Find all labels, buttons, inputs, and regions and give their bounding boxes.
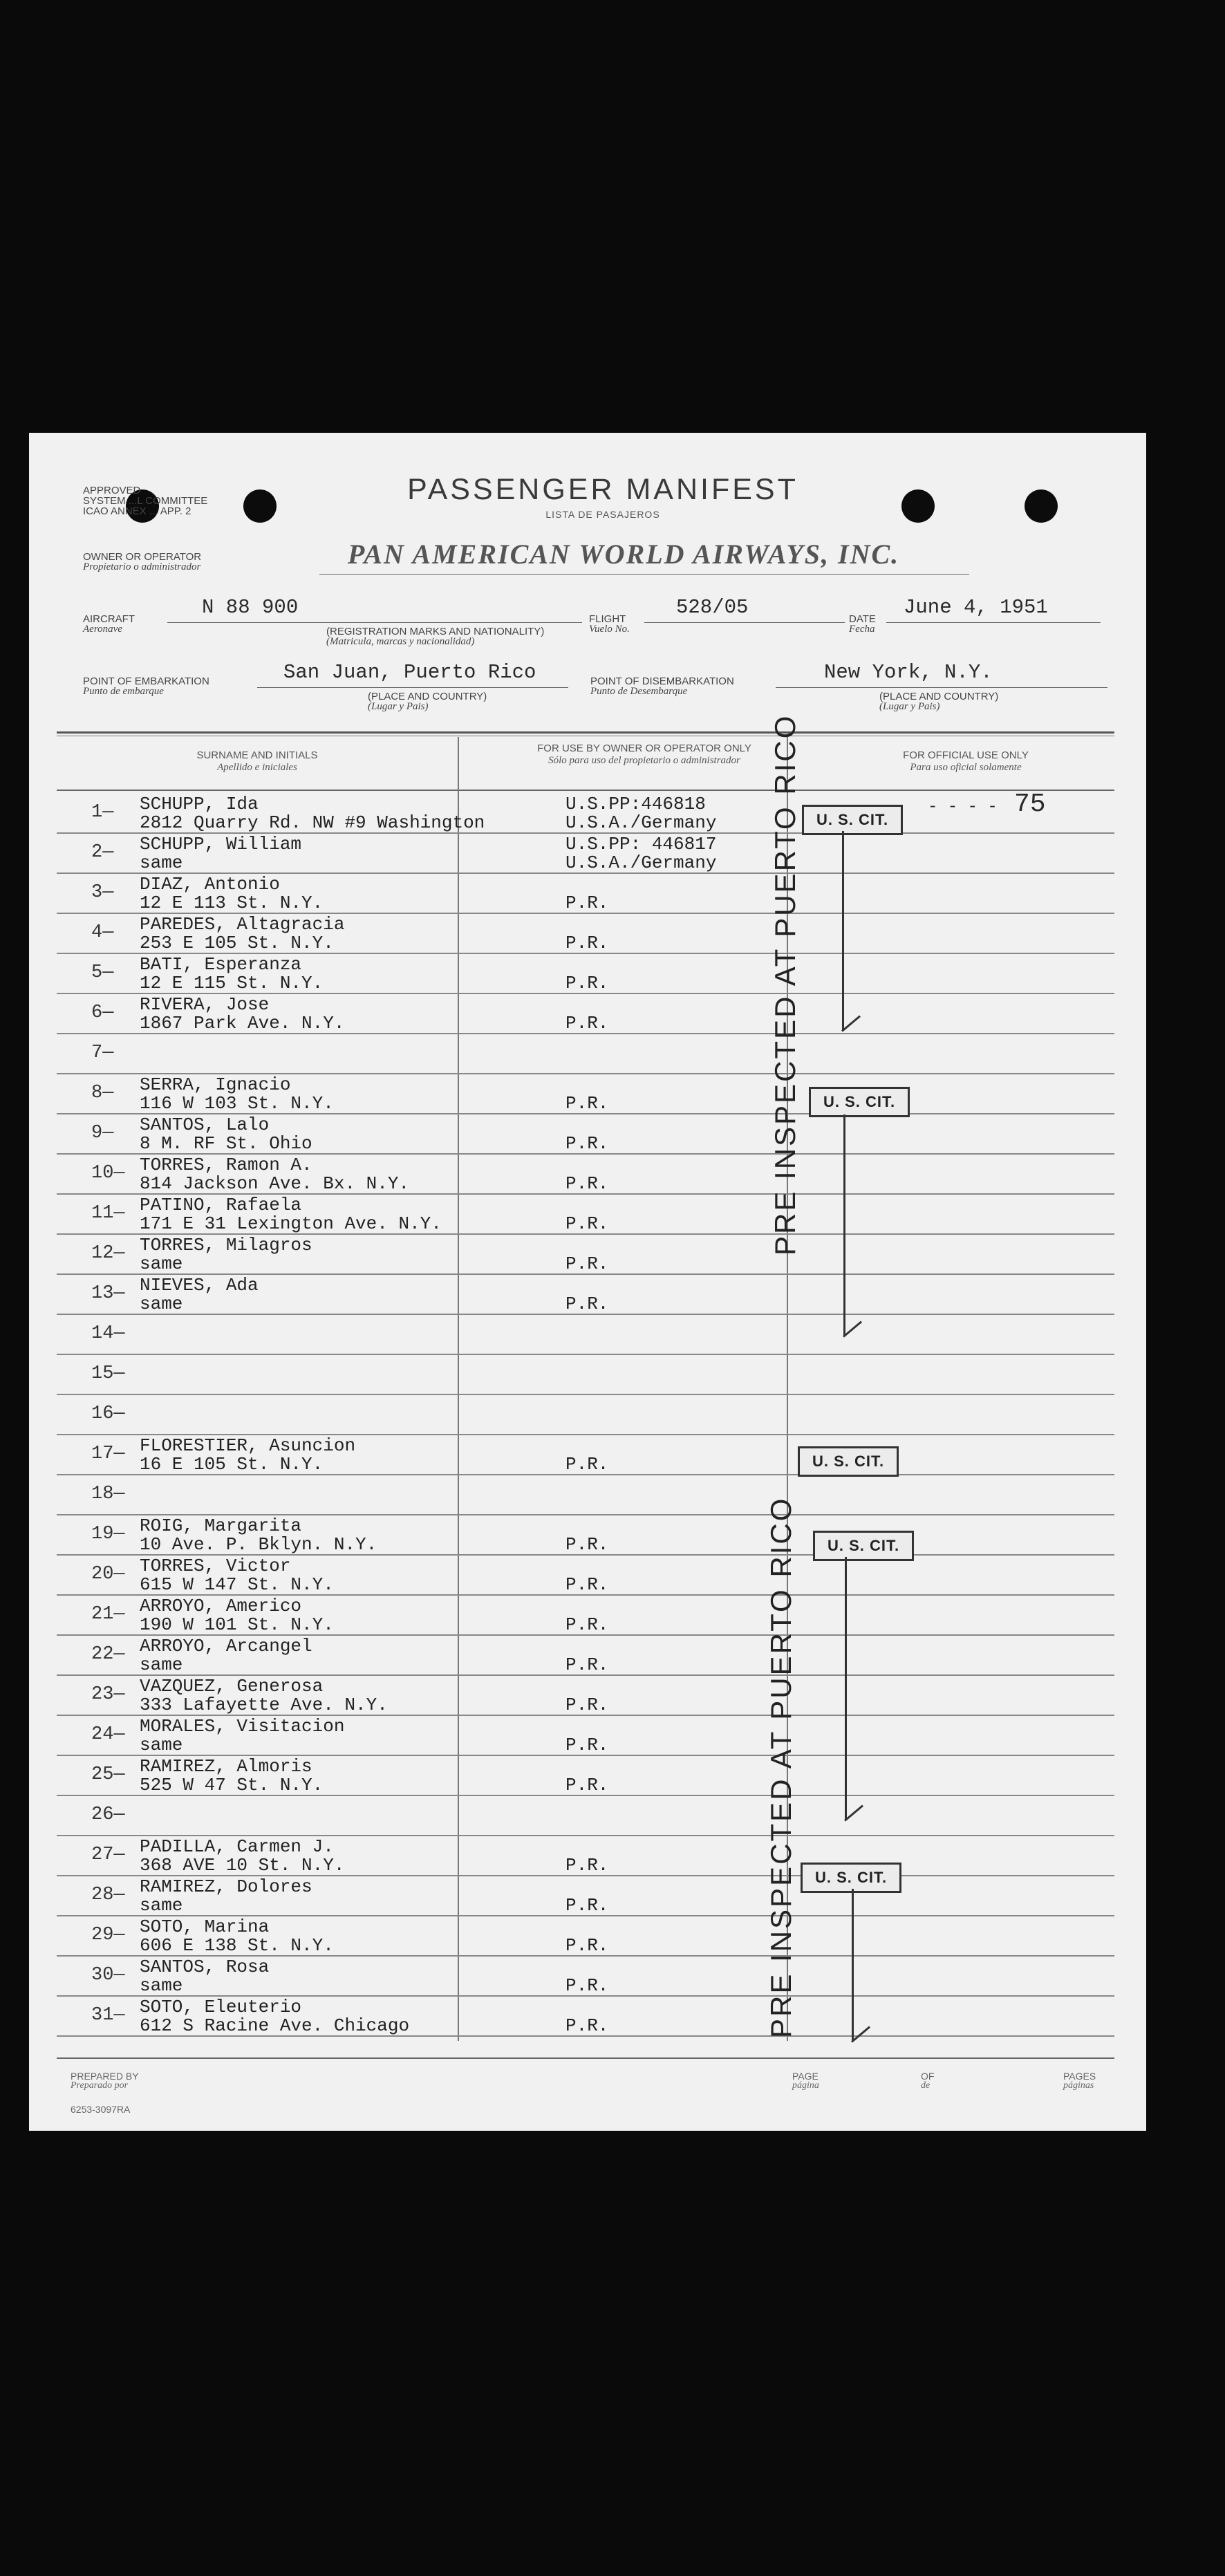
passenger-name: TORRES, Milagros — [140, 1235, 312, 1256]
nationality: P.R. — [565, 1895, 609, 1916]
embark-place-label: (PLACE AND COUNTRY) (Lugar y Pais) — [368, 691, 487, 712]
row-number: 19— — [91, 1524, 125, 1544]
nationality: P.R. — [565, 1695, 609, 1715]
approval-note — [83, 485, 283, 516]
table-row — [57, 1394, 1114, 1435]
table-row — [57, 1674, 1114, 1716]
table-row — [57, 1875, 1114, 1916]
approval-line: SYSTEM ...L COMMITTEE — [83, 495, 208, 507]
aircraft-label: AIRCRAFT Aeronave — [83, 613, 135, 635]
passenger-name: PADILLA, Carmen J. — [140, 1836, 334, 1857]
nationality: P.R. — [565, 973, 609, 993]
passenger-name: ARROYO, Americo — [140, 1596, 302, 1616]
nationality: P.R. — [565, 1133, 609, 1154]
passenger-address: 814 Jackson Ave. Bx. N.Y. — [140, 1173, 410, 1194]
passenger-name: SOTO, Eleuterio — [140, 1997, 302, 2017]
row-number: 1— — [91, 802, 114, 823]
approval-line: ICAO ANNEX ... APP. 2 — [83, 505, 191, 517]
travel-document: U.S.PP: 446817 — [565, 834, 717, 855]
nationality: U.S.A./Germany — [565, 812, 717, 833]
passenger-name: SERRA, Ignacio — [140, 1074, 291, 1095]
page-label: PAGE página — [792, 2071, 819, 2091]
passenger-name: TORRES, Victor — [140, 1556, 291, 1576]
passenger-address: 525 W 47 St. N.Y. — [140, 1775, 324, 1795]
passenger-name: VAZQUEZ, Generosa — [140, 1676, 324, 1697]
official-count: 75 — [1014, 790, 1046, 819]
nationality: P.R. — [565, 2015, 609, 2036]
table-row — [57, 1835, 1114, 1876]
passenger-address: same — [140, 1735, 183, 1755]
passenger-address: same — [140, 1654, 183, 1675]
row-number: 9— — [91, 1123, 114, 1144]
passenger-name: ROIG, Margarita — [140, 1515, 302, 1536]
form-subtitle: LISTA DE PASAJEROS — [545, 509, 660, 520]
disembarkation-value: New York, N.Y. — [824, 661, 993, 684]
row-number: 3— — [91, 882, 114, 903]
row-number: 12— — [91, 1243, 125, 1264]
table-row — [57, 1073, 1114, 1114]
passenger-name: PATINO, Rafaela — [140, 1195, 302, 1215]
flight-label: FLIGHT Vuelo No. — [589, 613, 630, 635]
form-number: 6253-3097RA — [71, 2104, 131, 2115]
passenger-name: SOTO, Marina — [140, 1916, 270, 1937]
passenger-address: 171 E 31 Lexington Ave. N.Y. — [140, 1213, 442, 1234]
row-number: 25— — [91, 1764, 125, 1785]
date-label: DATE Fecha — [849, 613, 876, 635]
travel-document: U.S.PP:446818 — [565, 794, 706, 814]
passenger-name: MORALES, Visitacion — [140, 1716, 345, 1737]
passenger-name: NIEVES, Ada — [140, 1275, 259, 1296]
table-row — [57, 953, 1114, 994]
passenger-address: same — [140, 1895, 183, 1916]
us-cit-stamp: U. S. CIT. — [801, 1863, 901, 1893]
table-row — [57, 1354, 1114, 1395]
row-number: 5— — [91, 962, 114, 983]
table-row — [57, 1033, 1114, 1074]
passenger-name: SANTOS, Lalo — [140, 1114, 270, 1135]
table-row — [57, 1273, 1114, 1315]
pages-label: PAGES páginas — [1063, 2071, 1096, 2091]
nationality: P.R. — [565, 1855, 609, 1876]
passenger-address: same — [140, 1294, 183, 1314]
col-header-owner: FOR USE BY OWNER OR OPERATOR ONLY Sólo para uso del propietario o administrador — [537, 743, 751, 766]
nationality: P.R. — [565, 893, 609, 913]
table-row — [57, 832, 1114, 874]
passenger-address: 12 E 115 St. N.Y. — [140, 973, 324, 993]
official-dash: - - - - — [928, 798, 998, 816]
passenger-address: 606 E 138 St. N.Y. — [140, 1935, 334, 1956]
nationality: P.R. — [565, 1775, 609, 1795]
row-number: 21— — [91, 1604, 125, 1625]
col-header-name: SURNAME AND INITIALS Apellido e iniciales — [196, 749, 318, 773]
nationality: P.R. — [565, 1935, 609, 1956]
passenger-name: RAMIREZ, Dolores — [140, 1876, 312, 1897]
manifest-sheet — [29, 433, 1146, 2131]
passenger-address: 16 E 105 St. N.Y. — [140, 1454, 324, 1475]
embarkation-value: San Juan, Puerto Rico — [283, 661, 536, 684]
table-row — [57, 1554, 1114, 1596]
passenger-name: RIVERA, Jose — [140, 994, 270, 1015]
date-value: June 4, 1951 — [904, 596, 1048, 619]
passenger-address: same — [140, 1975, 183, 1996]
table-row — [57, 1955, 1114, 1997]
row-number: 8— — [91, 1083, 114, 1103]
passenger-name: DIAZ, Antonio — [140, 874, 280, 895]
table-row — [57, 1113, 1114, 1155]
of-label: OF de — [921, 2071, 935, 2091]
passenger-address: 615 W 147 St. N.Y. — [140, 1574, 334, 1595]
passenger-name: SCHUPP, William — [140, 834, 302, 855]
nationality: P.R. — [565, 1013, 609, 1034]
passenger-address: 8 M. RF St. Ohio — [140, 1133, 312, 1154]
row-number: 15— — [91, 1363, 125, 1384]
nationality: P.R. — [565, 1294, 609, 1314]
row-number: 16— — [91, 1403, 125, 1424]
us-cit-stamp: U. S. CIT. — [802, 805, 903, 835]
table-row — [57, 1995, 1114, 2037]
row-number: 13— — [91, 1283, 125, 1304]
nationality: P.R. — [565, 1093, 609, 1114]
table-row — [57, 1314, 1114, 1355]
table-row — [57, 1233, 1114, 1275]
passenger-address: 2812 Quarry Rd. NW #9 Washington — [140, 812, 485, 833]
us-cit-stamp: U. S. CIT. — [813, 1531, 914, 1561]
row-number: 23— — [91, 1684, 125, 1705]
table-row — [57, 993, 1114, 1034]
row-number: 14— — [91, 1323, 125, 1344]
passenger-name: FLORESTIER, Asuncion — [140, 1435, 356, 1456]
passenger-address: same — [140, 1253, 183, 1274]
nationality: P.R. — [565, 1614, 609, 1635]
row-number: 10— — [91, 1163, 125, 1184]
nationality: P.R. — [565, 1173, 609, 1194]
nationality: P.R. — [565, 1253, 609, 1274]
passenger-address: 368 AVE 10 St. N.Y. — [140, 1855, 345, 1876]
row-number: 6— — [91, 1002, 114, 1023]
row-number: 30— — [91, 1965, 125, 1986]
row-number: 4— — [91, 922, 114, 943]
us-cit-stamp: U. S. CIT. — [798, 1446, 899, 1477]
nationality: U.S.A./Germany — [565, 852, 717, 873]
passenger-address: 1867 Park Ave. N.Y. — [140, 1013, 345, 1034]
approval-line: APPROVED — [83, 485, 141, 496]
form-title: PASSENGER MANIFEST — [407, 473, 798, 506]
passenger-address: 10 Ave. P. Bklyn. N.Y. — [140, 1534, 377, 1555]
row-number: 29— — [91, 1925, 125, 1945]
nationality: P.R. — [565, 1454, 609, 1475]
aircraft-value: N 88 900 — [202, 596, 299, 619]
table-row — [57, 1755, 1114, 1796]
row-number: 17— — [91, 1444, 125, 1464]
table-row — [57, 1514, 1114, 1556]
pre-inspected-stamp: PRE INSPECTED AT PUERTO RICO — [769, 713, 801, 1256]
table-row — [57, 1474, 1114, 1515]
embarkation-label: POINT OF EMBARKATION Punto de embarque — [83, 675, 209, 697]
pre-inspected-stamp: PRE INSPECTED AT PUERTO RICO — [765, 1496, 797, 2038]
row-number: 31— — [91, 2005, 125, 2026]
row-number: 18— — [91, 1484, 125, 1504]
row-number: 24— — [91, 1724, 125, 1745]
table-row — [57, 1193, 1114, 1235]
us-cit-stamp: U. S. CIT. — [809, 1087, 910, 1117]
passenger-name: TORRES, Ramon A. — [140, 1155, 312, 1175]
punch-hole — [1025, 489, 1058, 523]
row-number: 7— — [91, 1043, 114, 1063]
disembarkation-label: POINT OF DISEMBARKATION Punto de Desembarque — [590, 675, 734, 697]
disembark-place-label: (PLACE AND COUNTRY) (Lugar y Pais) — [879, 691, 999, 712]
passenger-address: 612 S Racine Ave. Chicago — [140, 2015, 410, 2036]
registration-label: (REGISTRATION MARKS AND NATIONALITY) (Matricula, marcas y nacionalidad) — [326, 626, 545, 647]
row-number: 27— — [91, 1845, 125, 1865]
row-number: 11— — [91, 1203, 125, 1224]
nationality: P.R. — [565, 933, 609, 953]
table-row — [57, 1915, 1114, 1957]
passenger-address: 253 E 105 St. N.Y. — [140, 933, 334, 953]
table-row — [57, 1153, 1114, 1195]
passenger-address: same — [140, 852, 183, 873]
passenger-name: PAREDES, Altagracia — [140, 914, 345, 935]
passenger-address: 116 W 103 St. N.Y. — [140, 1093, 334, 1114]
row-number: 28— — [91, 1885, 125, 1905]
table-row — [57, 1634, 1114, 1676]
nationality: P.R. — [565, 1735, 609, 1755]
prepared-by-label: PREPARED BY Preparado por — [71, 2071, 139, 2091]
table-row — [57, 1795, 1114, 1836]
table-row — [57, 1594, 1114, 1636]
passenger-name: SANTOS, Rosa — [140, 1957, 270, 1977]
nationality: P.R. — [565, 1654, 609, 1675]
flight-value: 528/05 — [676, 596, 749, 619]
owner-label: OWNER OR OPERATOR Propietario o administrador — [83, 551, 202, 572]
nationality: P.R. — [565, 1213, 609, 1234]
table-row — [57, 872, 1114, 914]
col-header-official: FOR OFFICIAL USE ONLY Para uso oficial solamente — [903, 749, 1029, 773]
nationality: P.R. — [565, 1975, 609, 1996]
company-name: PAN AMERICAN WORLD AIRWAYS, INC. — [347, 539, 900, 570]
passenger-address: 12 E 113 St. N.Y. — [140, 893, 324, 913]
table-row — [57, 913, 1114, 954]
punch-hole — [901, 489, 935, 523]
row-number: 2— — [91, 842, 114, 863]
passenger-name: SCHUPP, Ida — [140, 794, 259, 814]
row-number: 26— — [91, 1804, 125, 1825]
passenger-address: 333 Lafayette Ave. N.Y. — [140, 1695, 388, 1715]
nationality: P.R. — [565, 1534, 609, 1555]
row-number: 20— — [91, 1564, 125, 1585]
passenger-address: 190 W 101 St. N.Y. — [140, 1614, 334, 1635]
passenger-name: BATI, Esperanza — [140, 954, 302, 975]
row-number: 22— — [91, 1644, 125, 1665]
passenger-name: ARROYO, Arcangel — [140, 1636, 312, 1656]
table-row — [57, 1434, 1114, 1475]
table-row — [57, 1715, 1114, 1756]
passenger-name: RAMIREZ, Almoris — [140, 1756, 312, 1777]
nationality: P.R. — [565, 1574, 609, 1595]
